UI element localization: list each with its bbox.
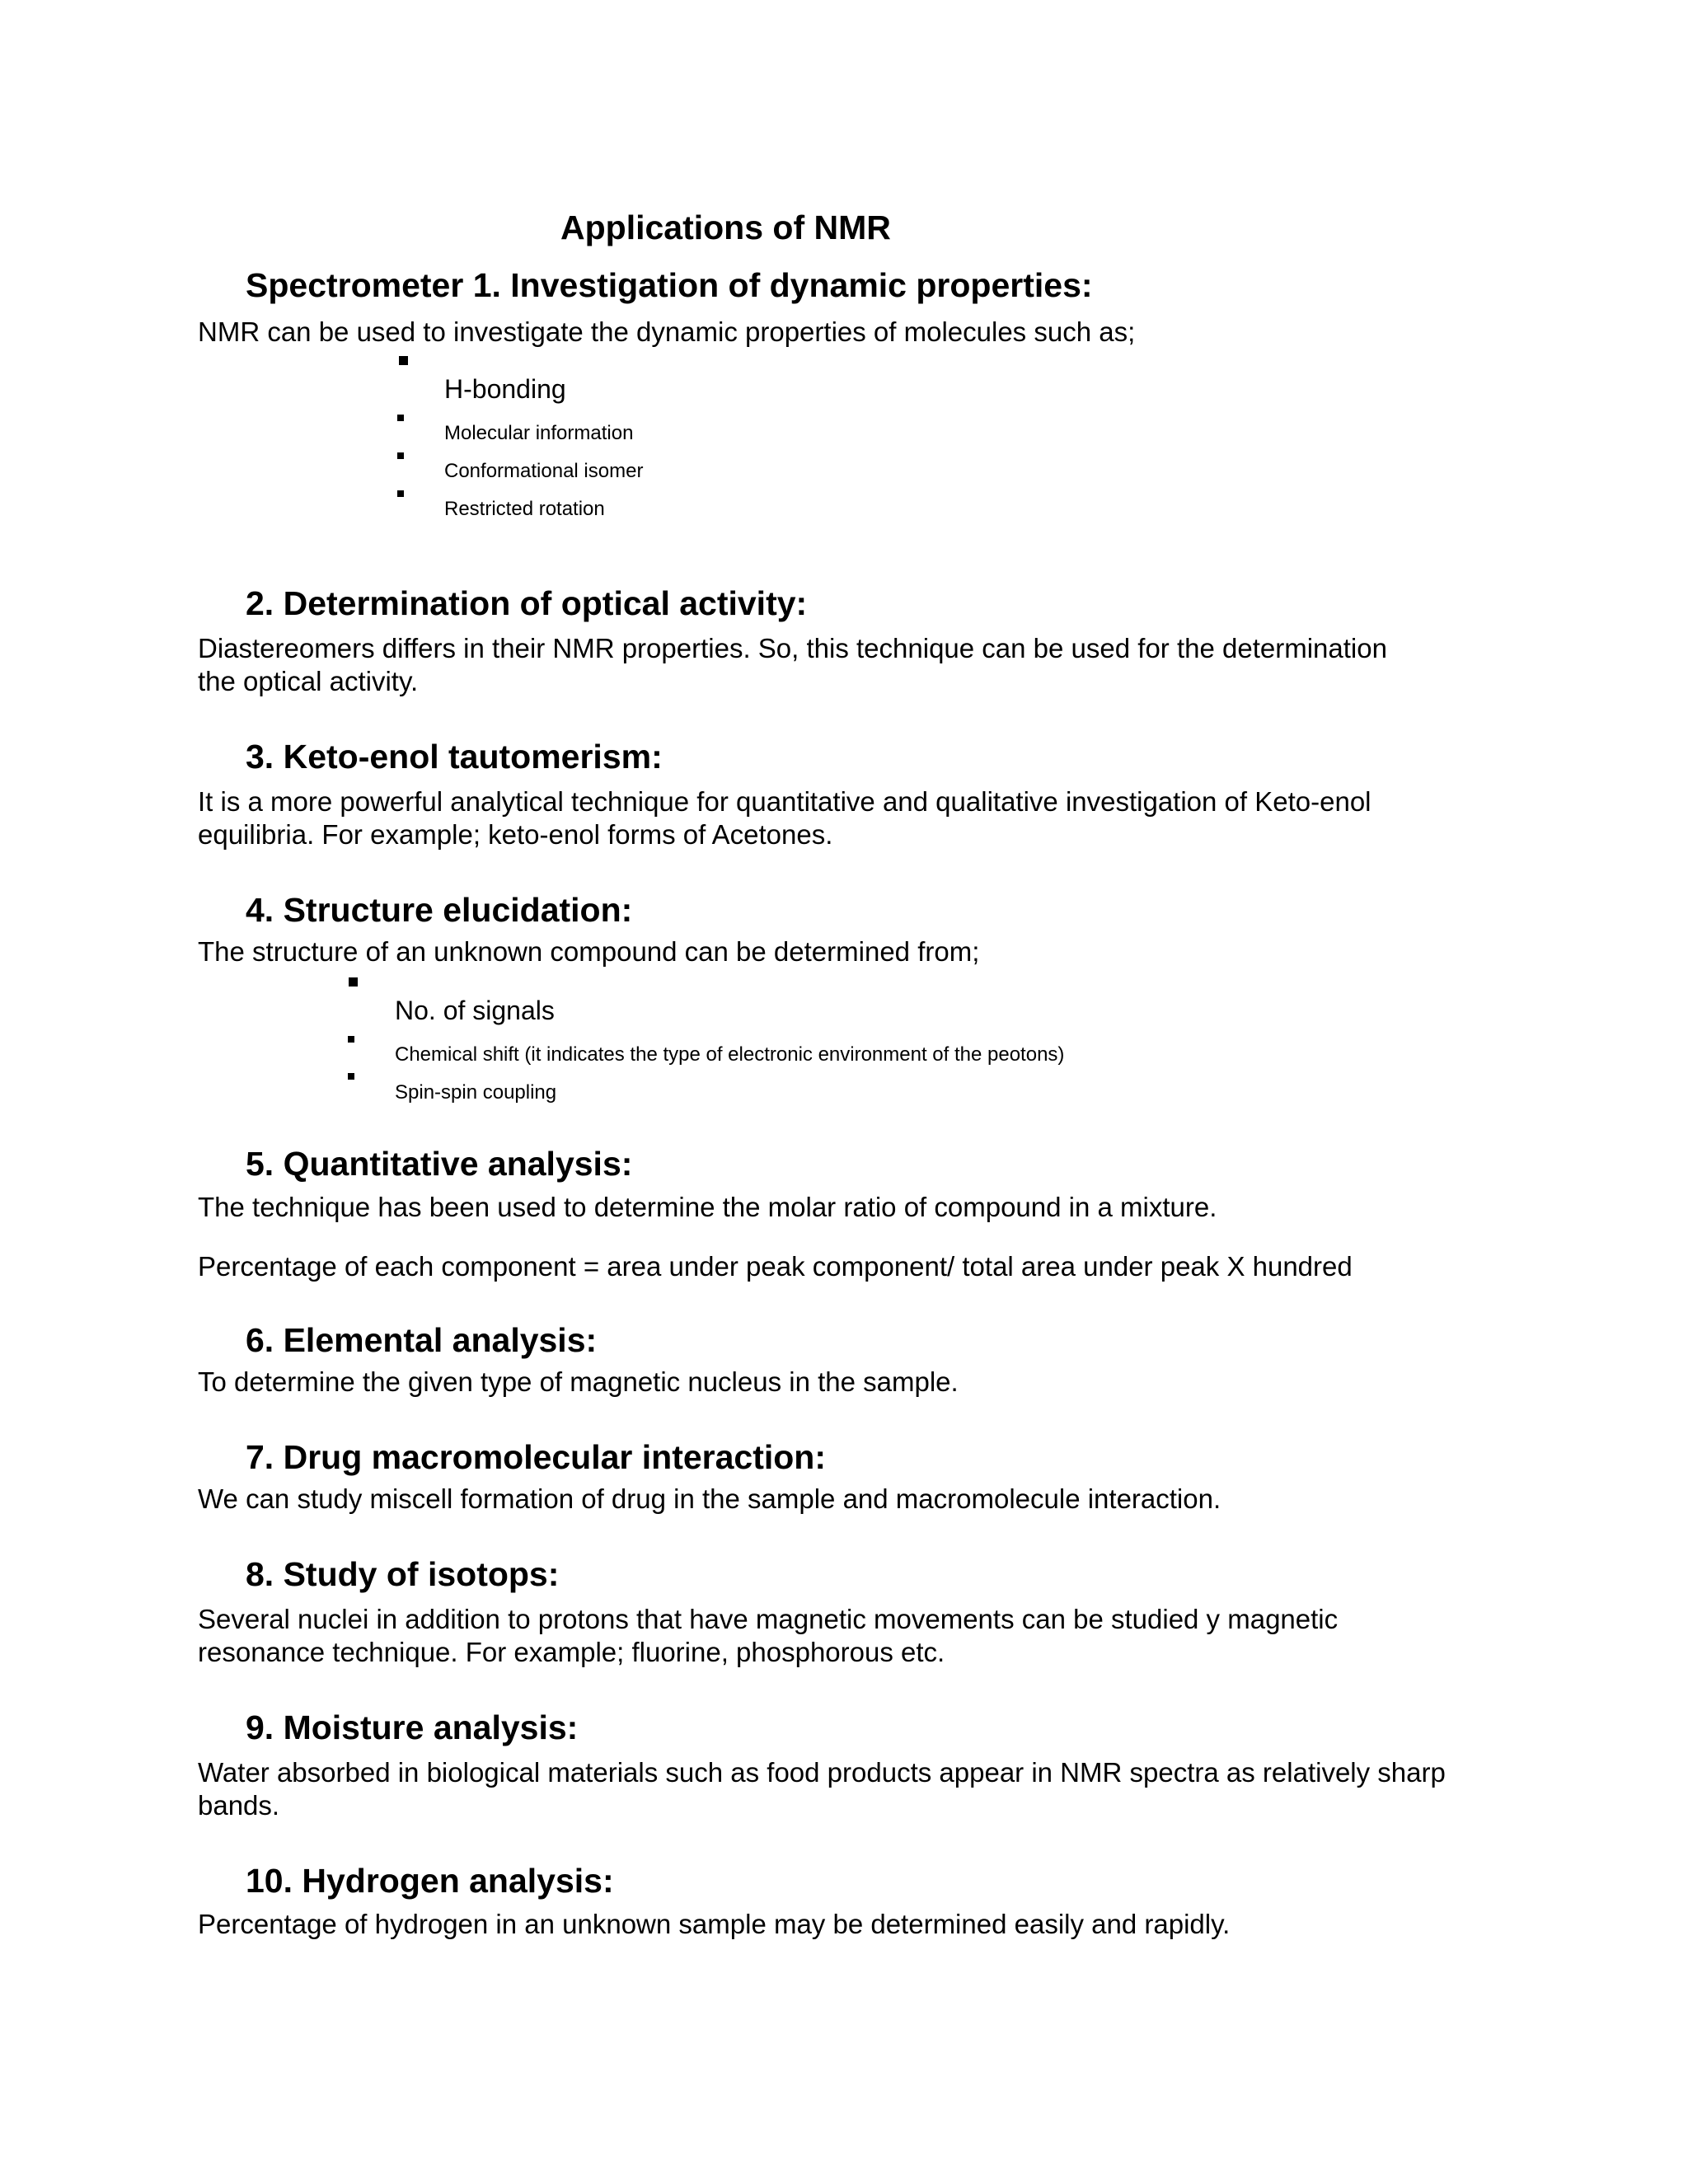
bullet-marker bbox=[397, 490, 404, 497]
section-7-line-1: We can study miscell formation of drug in the sample and macromolecule interaction. bbox=[198, 1483, 1221, 1514]
section-5-line-1: The technique has been used to determine the molar ratio of compound in a mixture. bbox=[198, 1192, 1217, 1222]
section-4-text: The structure of an unknown compound can be determined from; bbox=[198, 936, 980, 967]
bullet-marker bbox=[397, 415, 404, 421]
section-9-line-1: Water absorbed in biological materials such as food products appear in NMR spectra as relatively sharp bbox=[198, 1757, 1446, 1788]
bullet-marker bbox=[397, 452, 404, 459]
section-9-heading: 9. Moisture analysis: bbox=[246, 1708, 579, 1746]
section-7-heading: 7. Drug macromolecular interaction: bbox=[246, 1438, 827, 1476]
page-title: Applications of NMR bbox=[560, 209, 891, 246]
section-2-line-1: Diastereomers differs in their NMR properties. So, this technique can be used for the determination bbox=[198, 633, 1387, 663]
bullet-marker bbox=[399, 356, 408, 365]
section-2-line-2: the optical activity. bbox=[198, 666, 419, 696]
section-3-heading: 3. Keto-enol tautomerism: bbox=[246, 738, 663, 776]
section-2-heading: 2. Determination of optical activity: bbox=[246, 584, 808, 622]
section-6-heading: 6. Elemental analysis: bbox=[246, 1321, 598, 1359]
bullet-marker bbox=[348, 1036, 354, 1043]
bullet-marker bbox=[349, 977, 358, 987]
section-10-line-1: Percentage of hydrogen in an unknown sample may be determined easily and rapidly. bbox=[198, 1909, 1231, 1939]
section-10-heading: 10. Hydrogen analysis: bbox=[246, 1862, 614, 1900]
section-1-text: NMR can be used to investigate the dynamic properties of molecules such as; bbox=[198, 316, 1136, 347]
section-6-line-1: To determine the given type of magnetic nucleus in the sample. bbox=[198, 1366, 959, 1397]
bullet-item: Conformational isomer bbox=[444, 460, 644, 482]
section-5-heading: 5. Quantitative analysis: bbox=[246, 1145, 633, 1183]
bullet-item: No. of signals bbox=[395, 996, 555, 1025]
bullet-item: Chemical shift (it indicates the type of electronic environment of the peotons) bbox=[395, 1043, 1065, 1066]
section-3-line-2: equilibria. For example; keto-enol forms of Acetones. bbox=[198, 819, 833, 850]
bullet-item: Spin-spin coupling bbox=[395, 1081, 557, 1104]
bullet-item: H-bonding bbox=[444, 374, 566, 404]
bullet-marker bbox=[348, 1073, 354, 1080]
section-3-line-1: It is a more powerful analytical technique for quantitative and qualitative investigation of Keto-enol bbox=[198, 786, 1372, 817]
bullet-item: Molecular information bbox=[444, 422, 634, 444]
section-8-line-1: Several nuclei in addition to protons that have magnetic movements can be studied y magnetic bbox=[198, 1604, 1339, 1634]
bullet-item: Restricted rotation bbox=[444, 498, 605, 520]
section-9-line-2: bands. bbox=[198, 1790, 280, 1821]
section-5-line-2: Percentage of each component = area under peak component/ total area under peak X hundred bbox=[198, 1251, 1353, 1282]
section-1-heading: Spectrometer 1. Investigation of dynamic properties: bbox=[246, 266, 1093, 304]
section-8-line-2: resonance technique. For example; fluorine, phosphorous etc. bbox=[198, 1637, 945, 1667]
section-4-heading: 4. Structure elucidation: bbox=[246, 891, 633, 929]
section-8-heading: 8. Study of isotops: bbox=[246, 1555, 560, 1593]
